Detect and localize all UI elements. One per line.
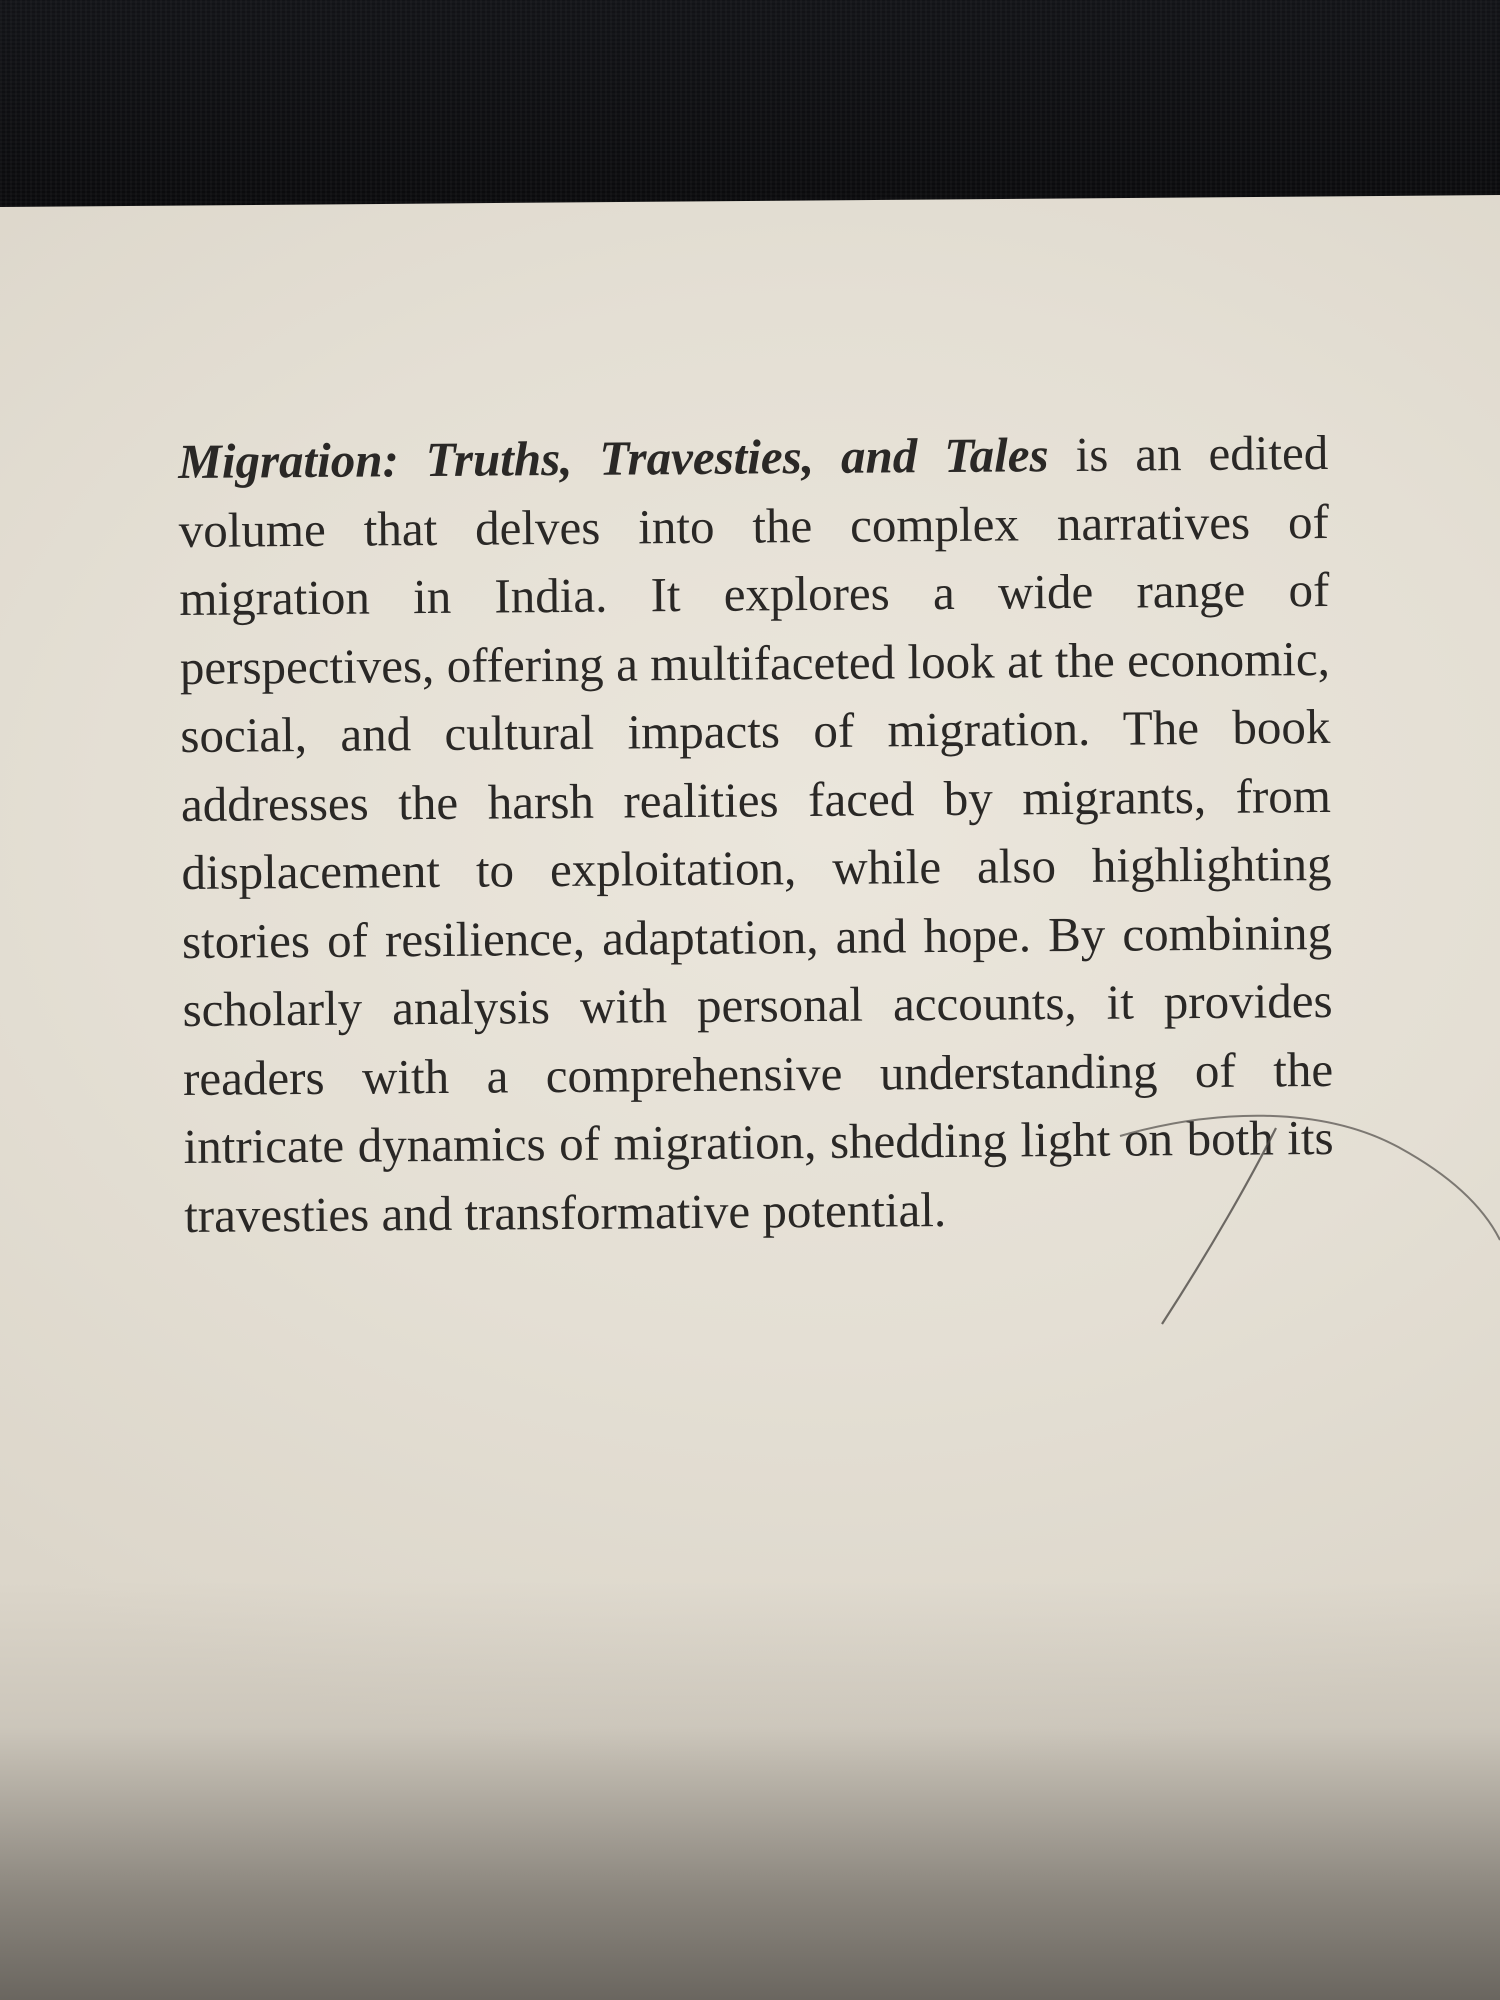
- blurb-body: is an edited volume that delves into the complex narratives of migration in India. It explores a wide range of perspectives, offering a multifaceted look at the economic, social, and cultural impacts of migration. The book addresses the harsh realities faced by migrants, from displacement to exploitation, while also highlighting stories of resilience, adaptation, and hope. By combining scholarly analysis with personal accounts, it provides readers with a comprehensive understanding of the intricate dynamics of migration, shedding light on both its travesties and transformative potential.: [178, 424, 1334, 1243]
- book-title: Migration: Truths, Travesties, and Tales: [178, 427, 1049, 489]
- dark-fabric-background: [0, 0, 1500, 215]
- book-blurb: [178, 419, 1334, 1250]
